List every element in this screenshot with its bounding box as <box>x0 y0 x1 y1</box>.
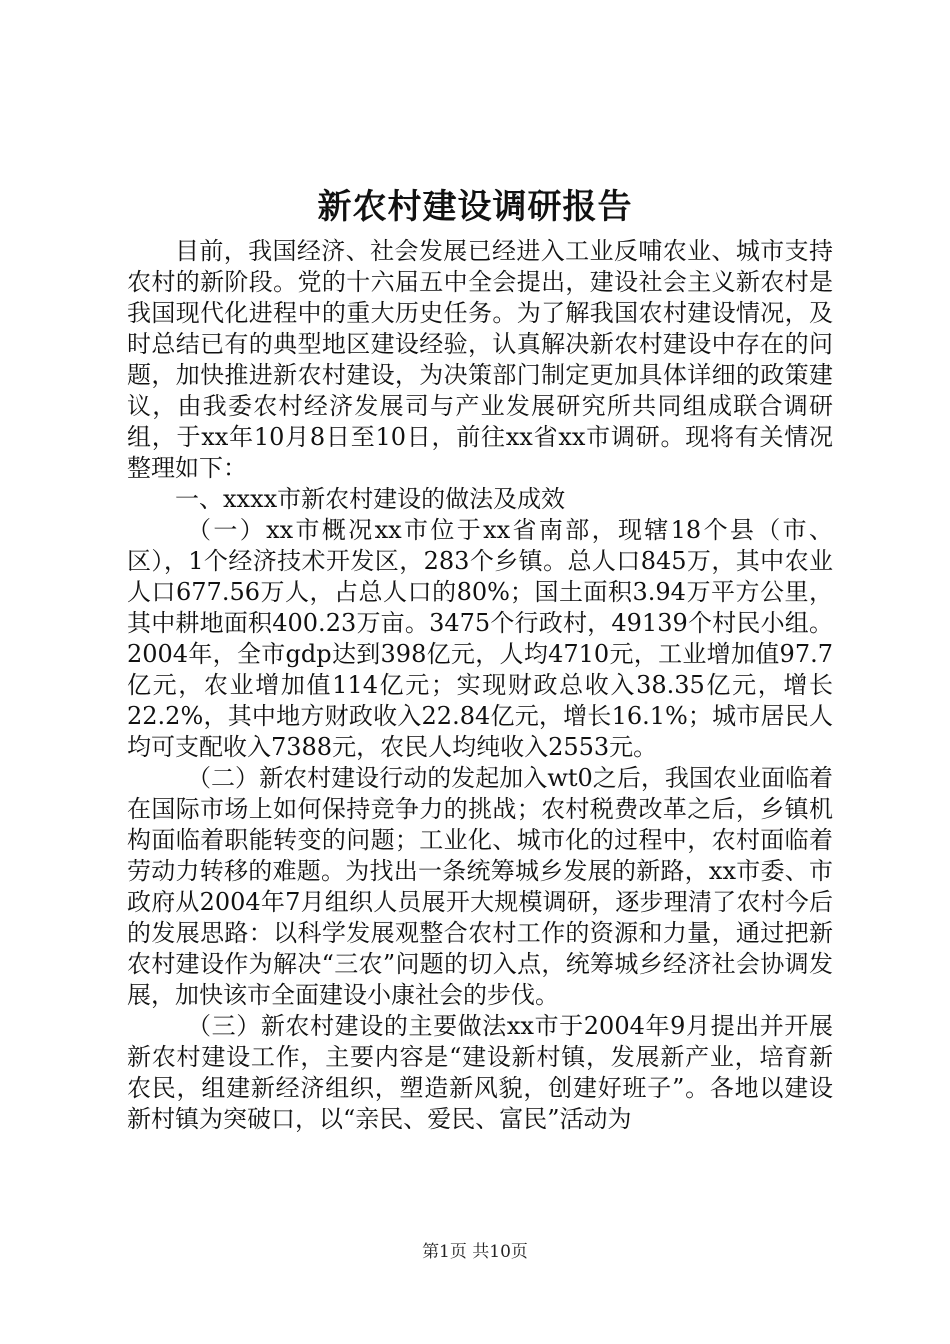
section-heading: 一、xxxx市新农村建设的做法及成效 <box>175 485 566 513</box>
subsection-initiation: （二）新农村建设行动的发起加入wt0之后，我国农业面临着在国际市场上如何保持竞争力的挑战；农村税费改革之后，乡镇机构面临着职能转变的问题；工业化、城市化的过程中，农村面临着劳动力转移的难题。为找出一条统筹城乡发展的新路，xx市委、市政府从2004年7月组织人员展开大规模调研，逐步理清了农村今后的发展思路：以科学发展观整合农村工作的资源和力量，通过把新农村建设作为解决“三农”问题的切入点，统筹城乡经济社会协调发展，加快该市全面建设小康社会的步伐。 <box>127 764 833 1009</box>
subsection-overview: （一）xx市概况xx市位于xx省南部，现辖18个县（市、区），1个经济技术开发区，283个乡镇。总人口845万，其中农业人口677.56万人，占总人口的80%；国土面积3.94万平方公里，其中耕地面积400.23万亩。3475个行政村，49139个村民小组。2004年，全市gdp达到398亿元，人均4710元，工业增加值97.7亿元，农业增加值114亿元；实现财政总收入38.35亿元，增长22.2%，其中地方财政收入22.84亿元，增长16.1%；城市居民人均可支配收入7388元，农民人均纯收入2553元。 <box>127 516 833 761</box>
page-number-footer: 第1页 共10页 <box>422 1242 528 1262</box>
document-body <box>127 236 833 1135</box>
intro-paragraph: 目前，我国经济、社会发展已经进入工业反哺农业、城市支持农村的新阶段。党的十六届五中全会提出，建设社会主义新农村是我国现代化进程中的重大历史任务。为了解我国农村建设情况，及时总结已有的典型地区建设经验，认真解决新农村建设中存在的问题，加快推进新农村建设，为决策部门制定更加具体详细的政策建议，由我委农村经济发展司与产业发展研究所共同组成联合调研组，于xx年10月8日至10日，前往xx省xx市调研。现将有关情况整理如下： <box>127 237 833 482</box>
subsection-practices: （三）新农村建设的主要做法xx市于2004年9月提出并开展新农村建设工作，主要内容是“建设新村镇，发展新产业，培育新农民，组建新经济组织，塑造新风貌，创建好班子”。各地以建设新村镇为突破口，以“亲民、爱民、富民”活动为 <box>127 1012 833 1133</box>
document-title: 新农村建设调研报告 <box>317 187 633 227</box>
